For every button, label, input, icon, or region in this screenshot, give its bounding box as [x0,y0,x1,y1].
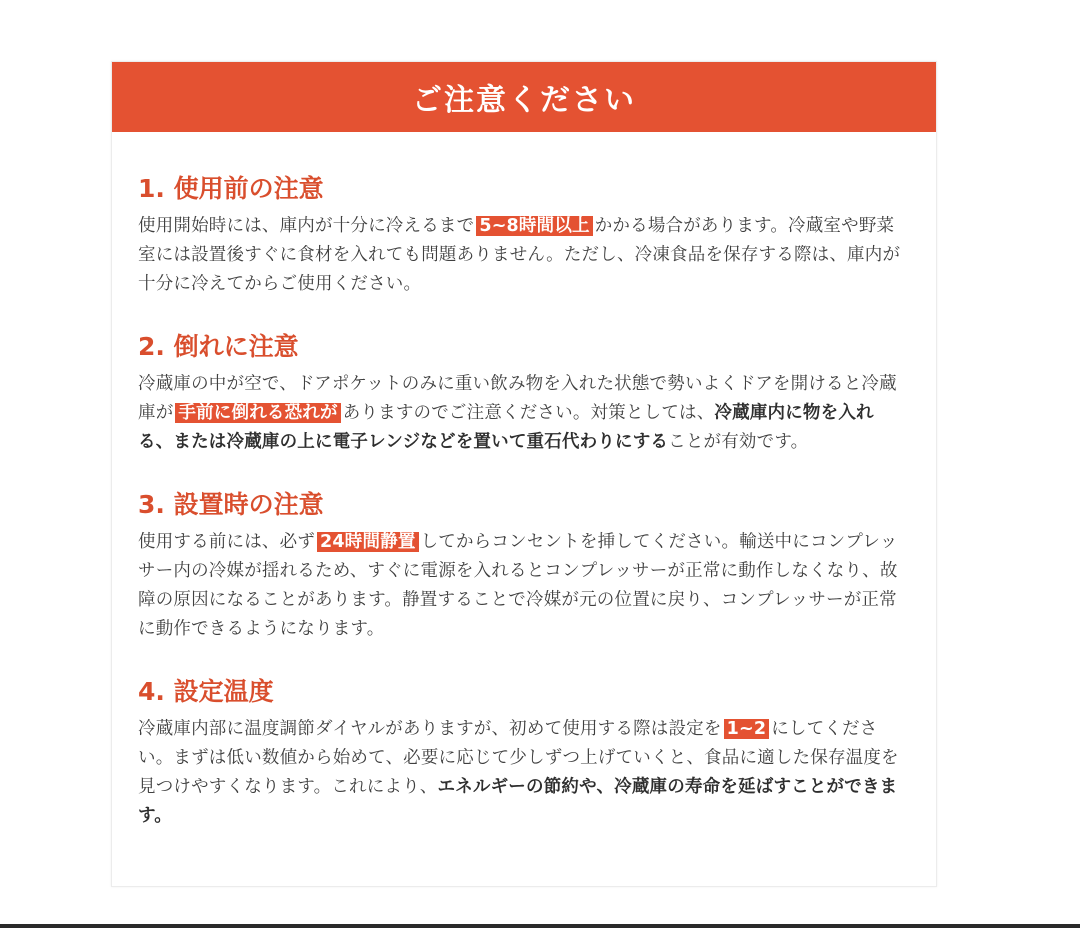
section-tipping [138,330,906,457]
body-text: 冷蔵庫の中が空で、ドアポケットのみに重い飲み物を入れた状態で勢いよくドアを開けると冷蔵庫が [138,374,897,423]
body-text: してからコンセントを挿してください。輸送中にコンプレッサー内の冷媒が揺れるため、すぐに電源を入れるとコンプレッサーが正常に動作しなくなり、故障の原因になることがあります。静置することで冷媒が元の位置に戻り、コンプレッサーが正常に動作できるようになります。 [138,532,898,639]
notice-content [112,132,936,831]
section-body [138,370,906,457]
section-body [138,212,906,299]
body-text: にしてください。まずは低い数値から始めて、必要に応じて少しずつ上げていくと、食品に適した保存温度を見つけやすくなります。これにより、 [138,719,899,797]
section-title: 1. 使用前の注意 [138,174,324,203]
section-installation [138,488,906,644]
section-body [138,528,906,644]
section-title: 2. 倒れに注意 [138,332,299,361]
notice-card [111,61,937,887]
body-text: ありますのでご注意ください。対策としては、 [342,403,715,423]
highlight-badge: 5~8時間以上 [476,216,592,236]
section-body [138,715,906,831]
body-text: 使用開始時には、庫内が十分に冷えるまで [138,216,475,236]
highlight-badge: 手前に倒れる恐れが [175,403,340,423]
highlight-badge: 1~2 [724,719,770,739]
section-title: 3. 設置時の注意 [138,490,324,519]
banner-title: ご注意ください [412,83,636,118]
bold-text: 冷蔵庫内に物を入れる、または冷蔵庫の上に電子レンジなどを置いて重石代わりにする [138,403,874,452]
section-title: 4. 設定温度 [138,677,274,706]
body-text: 使用する前には、必ず [138,532,315,552]
highlight-badge: 24時間静置 [317,532,419,552]
notice-banner [112,62,936,132]
body-text: ことが有効です。 [668,432,809,452]
bottom-divider [0,924,1080,928]
section-before-use [138,172,906,299]
section-temperature [138,675,906,831]
bold-text: エネルギーの節約や、冷蔵庫の寿命を延ばすことができます。 [138,777,898,826]
body-text: 冷蔵庫内部に温度調節ダイヤルがありますが、初めて使用する際は設定を [138,719,722,739]
body-text: かかる場合があります。冷蔵室や野菜室には設置後すぐに食材を入れても問題ありません。ただし、冷凍食品を保存する際は、庫内が十分に冷えてからご使用ください。 [138,216,901,294]
